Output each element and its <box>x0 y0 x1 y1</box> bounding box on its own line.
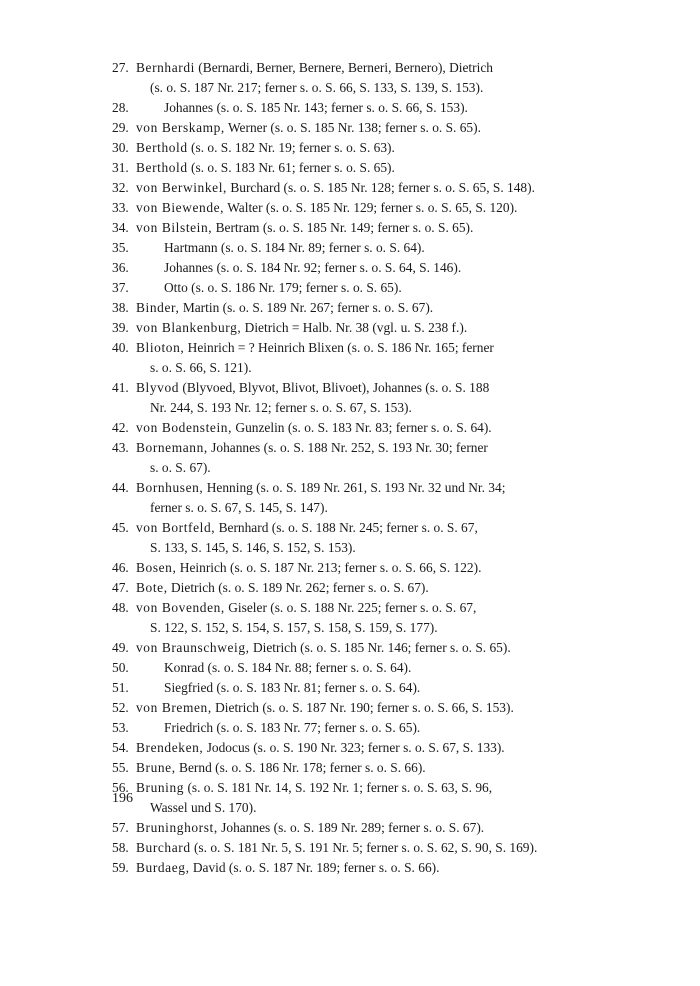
entry-text: (s. o. S. 182 Nr. 19; ferner s. o. S. 63). <box>187 140 395 155</box>
entry-text: Hartmann (s. o. S. 184 Nr. 89; ferner s. o. S. 64). <box>164 240 425 255</box>
entry-name: von Braunschweig, <box>136 640 250 655</box>
entry-name: von Berwinkel, <box>136 180 227 195</box>
index-entry <box>112 578 554 598</box>
entry-text: Gunzelin (s. o. S. 183 Nr. 83; ferner s. o. S. 64). <box>232 420 492 435</box>
index-entry <box>112 378 554 418</box>
entry-number: 48. <box>112 600 129 615</box>
index-list <box>112 58 554 878</box>
entry-name: von Berskamp, <box>136 120 225 135</box>
entry-text: Heinrich (s. o. S. 187 Nr. 213; ferner s. o. S. 66, S. 122). <box>176 560 482 575</box>
entry-number: 34. <box>112 220 129 235</box>
entry-text: Friedrich (s. o. S. 183 Nr. 77; ferner s. o. S. 65). <box>164 720 421 735</box>
entry-number: 29. <box>112 120 129 135</box>
entry-number: 38. <box>112 300 129 315</box>
index-entry <box>112 258 554 278</box>
entry-text: (s. o. S. 181 Nr. 14, S. 192 Nr. 1; ferner s. o. S. 63, S. 96, <box>184 780 493 795</box>
entry-text: Dietrich = Halb. Nr. 38 (vgl. u. S. 238 f.). <box>241 320 468 335</box>
entry-text: Johannes (s. o. S. 189 Nr. 289; ferner s. o. S. 67). <box>217 820 485 835</box>
entry-number: 36. <box>112 260 129 275</box>
entry-number: 49. <box>112 640 129 655</box>
entry-name: Blioton, <box>136 340 185 355</box>
entry-name: Bosen, <box>136 560 177 575</box>
entry-number: 27. <box>112 60 129 75</box>
entry-name: Blyvod <box>136 380 180 395</box>
entry-name: von Bremen, <box>136 700 212 715</box>
entry-number: 59. <box>112 860 129 875</box>
entry-number: 30. <box>112 140 129 155</box>
entry-name: Bornemann, <box>136 440 208 455</box>
index-entry <box>112 158 554 178</box>
entry-number: 47. <box>112 580 129 595</box>
page-number: 196 <box>112 791 133 806</box>
index-entry <box>112 698 554 718</box>
entry-text: Dietrich (s. o. S. 185 Nr. 146; ferner s. o. S. 65). <box>249 640 511 655</box>
entry-continuation: ferner s. o. S. 67, S. 145, S. 147). <box>150 500 328 515</box>
entry-name: Binder, <box>136 300 180 315</box>
entry-text: Otto (s. o. S. 186 Nr. 179; ferner s. o. S. 65). <box>164 280 402 295</box>
index-entry <box>112 478 554 518</box>
entry-name: Brune, <box>136 760 176 775</box>
index-entry <box>112 638 554 658</box>
entry-text: Johannes (s. o. S. 188 Nr. 252, S. 193 Nr. 30; ferner <box>207 440 488 455</box>
index-entry <box>112 718 554 738</box>
entry-continuation: S. 133, S. 145, S. 146, S. 152, S. 153). <box>150 540 356 555</box>
index-entry <box>112 338 554 378</box>
index-entry <box>112 318 554 338</box>
entry-name: von Bodenstein, <box>136 420 233 435</box>
entry-name: Berthold <box>136 140 188 155</box>
index-entry <box>112 138 554 158</box>
entry-number: 46. <box>112 560 129 575</box>
index-entry <box>112 178 554 198</box>
entry-continuation: (s. o. S. 187 Nr. 217; ferner s. o. S. 66, S. 133, S. 139, S. 153). <box>150 80 484 95</box>
entry-text: Dietrich (s. o. S. 187 Nr. 190; ferner s. o. S. 66, S. 153). <box>211 700 514 715</box>
entry-text: David (s. o. S. 187 Nr. 189; ferner s. o. S. 66). <box>189 860 440 875</box>
entry-text: Martin (s. o. S. 189 Nr. 267; ferner s. o. S. 67). <box>179 300 434 315</box>
entry-text: Werner (s. o. S. 185 Nr. 138; ferner s. o. S. 65). <box>224 120 481 135</box>
entry-text: (s. o. S. 181 Nr. 5, S. 191 Nr. 5; ferner s. o. S. 62, S. 90, S. 169). <box>190 840 538 855</box>
entry-number: 54. <box>112 740 129 755</box>
index-entry <box>112 418 554 438</box>
entry-continuation: Nr. 244, S. 193 Nr. 12; ferner s. o. S. 67, S. 153). <box>150 400 412 415</box>
entry-text: Dietrich (s. o. S. 189 Nr. 262; ferner s. o. S. 67). <box>167 580 429 595</box>
entry-name: Bruninghorst, <box>136 820 218 835</box>
index-entry <box>112 858 554 878</box>
entry-number: 39. <box>112 320 129 335</box>
index-entry <box>112 298 554 318</box>
entry-number: 45. <box>112 520 129 535</box>
entry-number: 50. <box>112 660 129 675</box>
entry-text: Walter (s. o. S. 185 Nr. 129; ferner s. o. S. 65, S. 120). <box>224 200 518 215</box>
entry-text: Bertram (s. o. S. 185 Nr. 149; ferner s. o. S. 65). <box>212 220 474 235</box>
index-entry <box>112 758 554 778</box>
entry-number: 44. <box>112 480 129 495</box>
index-entry <box>112 58 554 98</box>
entry-name: von Blankenburg, <box>136 320 242 335</box>
entry-text: Johannes (s. o. S. 184 Nr. 92; ferner s. o. S. 64, S. 146). <box>164 260 462 275</box>
entry-name: Burdaeg, <box>136 860 190 875</box>
entry-name: Berthold <box>136 160 188 175</box>
index-entry <box>112 238 554 258</box>
entry-text: (Blyvoed, Blyvot, Blivot, Blivoet), Johannes (s. o. S. 188 <box>179 380 490 395</box>
entry-number: 42. <box>112 420 129 435</box>
entry-continuation: S. 122, S. 152, S. 154, S. 157, S. 158, S. 159, S. 177). <box>150 620 438 635</box>
entry-name: Bernhardi <box>136 60 195 75</box>
entry-text: Bernhard (s. o. S. 188 Nr. 245; ferner s. o. S. 67, <box>215 520 478 535</box>
entry-number: 32. <box>112 180 129 195</box>
entry-number: 55. <box>112 760 129 775</box>
entry-text: (Bernardi, Berner, Bernere, Berneri, Bernero), Dietrich <box>194 60 493 75</box>
entry-text: Burchard (s. o. S. 185 Nr. 128; ferner s. o. S. 65, S. 148). <box>226 180 535 195</box>
entry-text: (s. o. S. 183 Nr. 61; ferner s. o. S. 65). <box>187 160 395 175</box>
index-entry <box>112 518 554 558</box>
entry-text: Jodocus (s. o. S. 190 Nr. 323; ferner s. o. S. 67, S. 133). <box>203 740 505 755</box>
entry-number: 56. <box>112 780 129 795</box>
index-entry <box>112 98 554 118</box>
entry-number: 53. <box>112 720 129 735</box>
index-entry <box>112 678 554 698</box>
entry-name: von Bortfeld, <box>136 520 216 535</box>
entry-continuation: s. o. S. 67). <box>150 460 211 475</box>
index-entry <box>112 198 554 218</box>
entry-name: von Bilstein, <box>136 220 213 235</box>
entry-number: 41. <box>112 380 129 395</box>
index-entry <box>112 558 554 578</box>
index-entry <box>112 278 554 298</box>
entry-number: 43. <box>112 440 129 455</box>
index-entry <box>112 838 554 858</box>
entry-text: Heinrich = ? Heinrich Blixen (s. o. S. 186 Nr. 165; ferner <box>184 340 494 355</box>
index-entry <box>112 818 554 838</box>
entry-number: 31. <box>112 160 129 175</box>
index-entry <box>112 118 554 138</box>
entry-text: Siegfried (s. o. S. 183 Nr. 81; ferner s. o. S. 64). <box>164 680 421 695</box>
entry-number: 52. <box>112 700 129 715</box>
entry-text: Henning (s. o. S. 189 Nr. 261, S. 193 Nr. 32 und Nr. 34; <box>203 480 506 495</box>
entry-name: Bruning <box>136 780 185 795</box>
entry-number: 40. <box>112 340 129 355</box>
index-entry <box>112 438 554 478</box>
entry-name: Brendeken, <box>136 740 204 755</box>
entry-text: Bernd (s. o. S. 186 Nr. 178; ferner s. o. S. 66). <box>175 760 426 775</box>
entry-text: Giseler (s. o. S. 188 Nr. 225; ferner s. o. S. 67, <box>224 600 477 615</box>
index-entry <box>112 598 554 638</box>
entry-name: Bornhusen, <box>136 480 204 495</box>
entry-name: Bote, <box>136 580 168 595</box>
entry-name: Burchard <box>136 840 191 855</box>
index-entry <box>112 778 554 818</box>
entry-number: 33. <box>112 200 129 215</box>
index-entry <box>112 658 554 678</box>
entry-continuation: Wassel und S. 170). <box>150 800 257 815</box>
index-entry <box>112 218 554 238</box>
entry-number: 28. <box>112 100 129 115</box>
entry-text: Johannes (s. o. S. 185 Nr. 143; ferner s. o. S. 66, S. 153). <box>164 100 468 115</box>
entry-number: 58. <box>112 840 129 855</box>
entry-number: 37. <box>112 280 129 295</box>
entry-text: Konrad (s. o. S. 184 Nr. 88; ferner s. o. S. 64). <box>164 660 412 675</box>
entry-number: 51. <box>112 680 129 695</box>
entry-number: 57. <box>112 820 129 835</box>
entry-name: von Biewende, <box>136 200 225 215</box>
entry-continuation: s. o. S. 66, S. 121). <box>150 360 252 375</box>
entry-name: von Bovenden, <box>136 600 225 615</box>
index-entry <box>112 738 554 758</box>
entry-number: 35. <box>112 240 129 255</box>
